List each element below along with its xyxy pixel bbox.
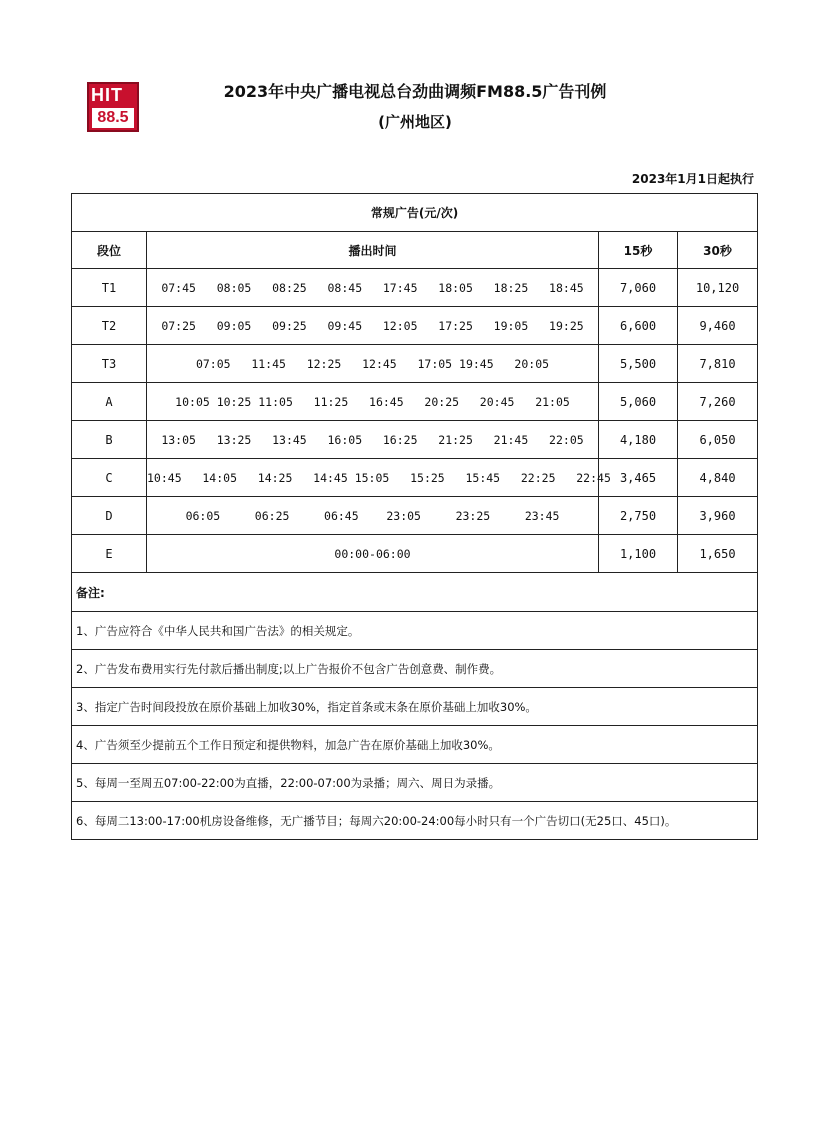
slot-code: D [72,497,147,535]
slot-code: E [72,535,147,573]
price-30s: 1,650 [678,535,758,573]
table-row [72,307,758,345]
price-15s: 5,060 [599,383,678,421]
note-row [72,802,758,840]
notes-heading: 备注: [72,573,758,612]
price-15s: 4,180 [599,421,678,459]
slot-code: C [72,459,147,497]
table-row [72,269,758,307]
note-item: 6、每周二13:00-17:00机房设备维修，无广播节目；每周六20:00-24:00每小时只有一个广告切口(无25口、45口)。 [72,802,758,840]
slot-code: A [72,383,147,421]
price-15s: 2,750 [599,497,678,535]
price-15s: 1,100 [599,535,678,573]
column-header-slot: 段位 [72,232,147,269]
section-title: 常规广告(元/次) [72,194,758,232]
slot-code: B [72,421,147,459]
table-row [72,345,758,383]
price-30s: 6,050 [678,421,758,459]
notes-heading-row [72,573,758,612]
note-item: 3、指定广告时间段投放在原价基础上加收30%，指定首条或末条在原价基础上加收30%。 [72,688,758,726]
air-times: 06:05 06:25 06:45 23:05 23:25 23:45 [147,497,599,535]
note-item: 2、广告发布费用实行先付款后播出制度;以上广告报价不包含广告创意费、制作费。 [72,650,758,688]
air-times: 07:05 11:45 12:25 12:45 17:05 19:45 20:05 [147,345,599,383]
air-times: 07:25 09:05 09:25 09:45 12:05 17:25 19:05 19:25 [147,307,599,345]
price-30s: 10,120 [678,269,758,307]
table-row [72,459,758,497]
note-item: 5、每周一至周五07:00-22:00为直播，22:00-07:00为录播；周六、周日为录播。 [72,764,758,802]
column-header-time: 播出时间 [147,232,599,269]
air-times: 07:45 08:05 08:25 08:45 17:45 18:05 18:25 18:45 [147,269,599,307]
note-row [72,688,758,726]
air-times: 10:05 10:25 11:05 11:25 16:45 20:25 20:45 21:05 [147,383,599,421]
price-15s: 7,060 [599,269,678,307]
table-row [72,497,758,535]
note-item: 1、广告应符合《中华人民共和国广告法》的相关规定。 [72,612,758,650]
air-times: 13:05 13:25 13:45 16:05 16:25 21:25 21:45 22:05 [147,421,599,459]
note-row [72,764,758,802]
air-times: 10:45 14:05 14:25 14:45 15:05 15:25 15:45 22:25 22:45 [147,459,599,497]
price-30s: 9,460 [678,307,758,345]
price-30s: 7,810 [678,345,758,383]
table-row [72,535,758,573]
note-row [72,650,758,688]
note-row [72,726,758,764]
price-30s: 3,960 [678,497,758,535]
page-subtitle: (广州地区) [378,113,452,131]
table-row [72,421,758,459]
price-30s: 4,840 [678,459,758,497]
column-header-30s: 30秒 [678,232,758,269]
price-30s: 7,260 [678,383,758,421]
column-header-row [72,232,758,269]
air-times: 00:00-06:00 [147,535,599,573]
column-header-15s: 15秒 [599,232,678,269]
rate-table [71,193,758,840]
page-title: 2023年中央广播电视总台劲曲调频FM88.5广告刊例 [223,82,607,101]
note-item: 4、广告须至少提前五个工作日预定和提供物料，加急广告在原价基础上加收30%。 [72,726,758,764]
table-row [72,383,758,421]
price-15s: 3,465 [599,459,678,497]
slot-code: T3 [72,345,147,383]
note-row [72,612,758,650]
price-15s: 6,600 [599,307,678,345]
slot-code: T2 [72,307,147,345]
logo-top-text: HIT [91,85,123,105]
price-15s: 5,500 [599,345,678,383]
table-section-header [72,194,758,232]
logo-bottom-text: 88.5 [92,108,134,128]
slot-code: T1 [72,269,147,307]
effective-date: 2023年1月1日起执行 [631,172,754,186]
